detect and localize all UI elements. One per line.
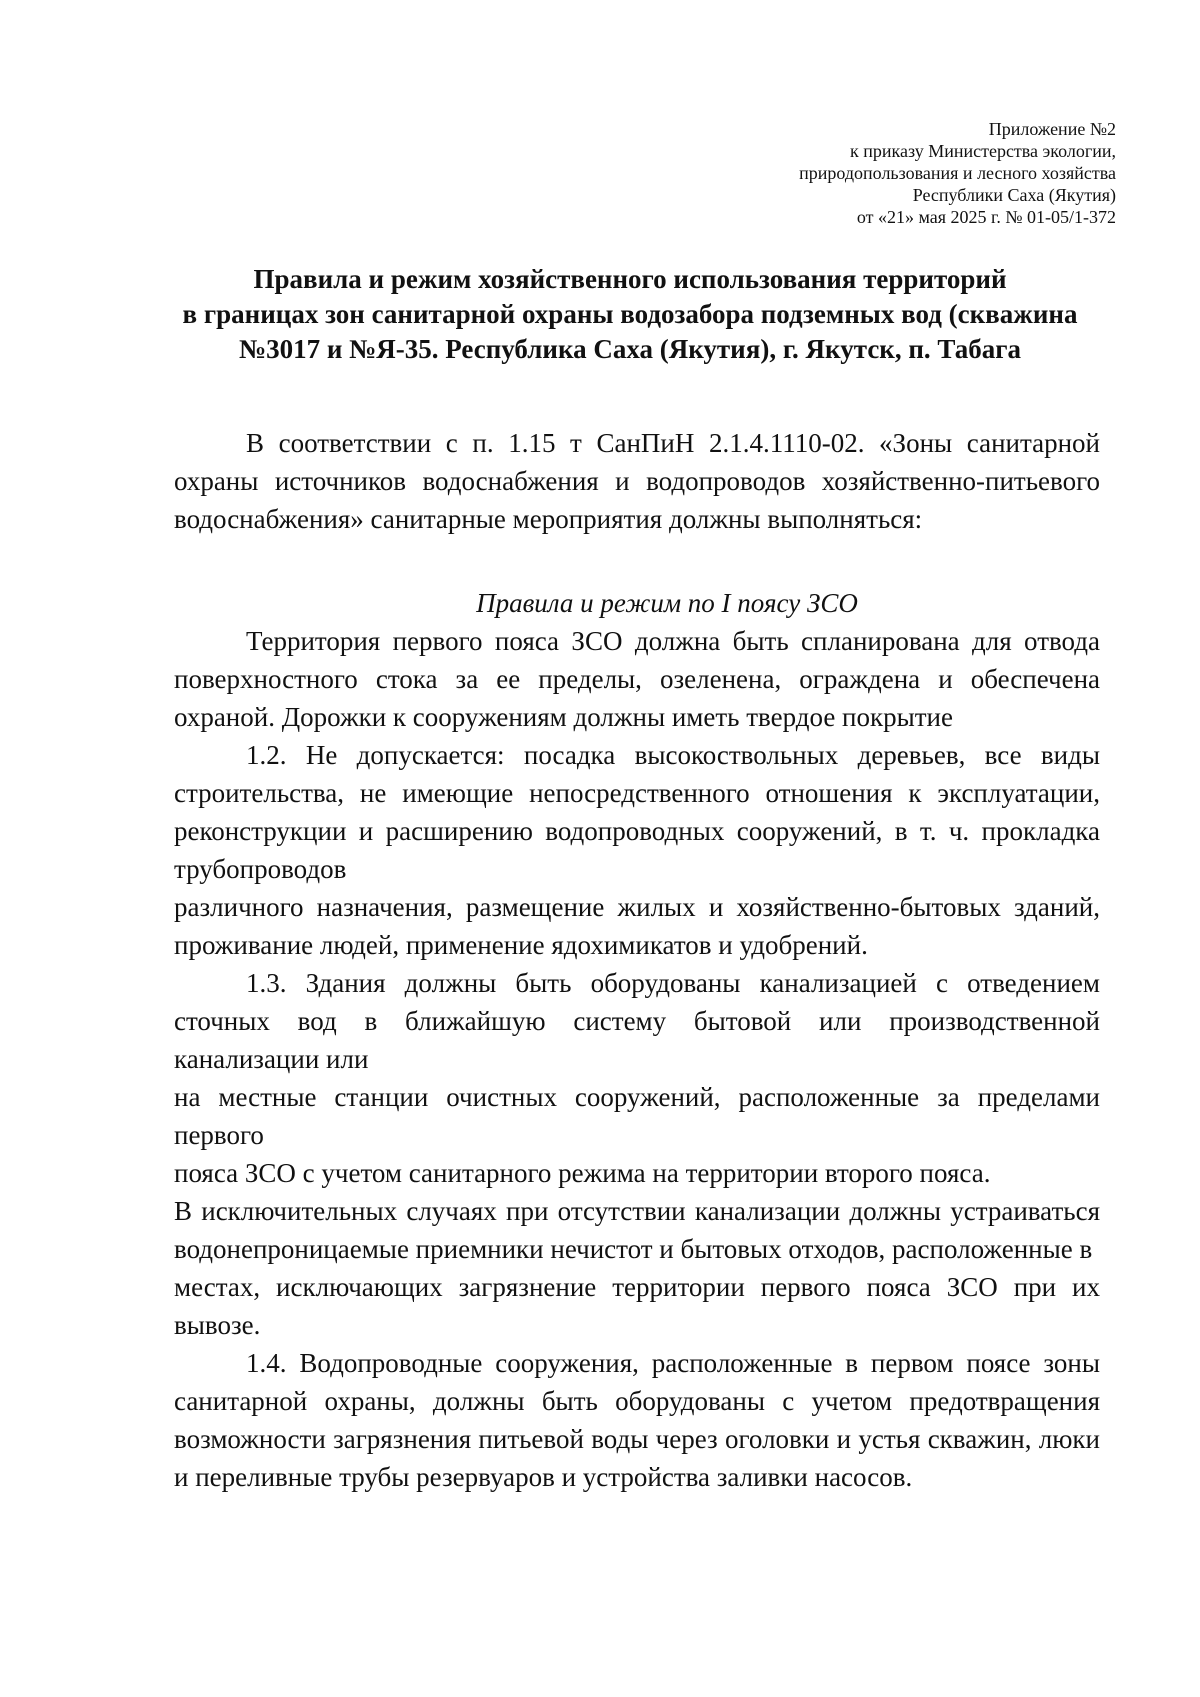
appendix-header [556, 118, 1116, 228]
appendix-date-number: от «21» мая 2025 г. № 01-05/1-372 [856, 207, 1116, 227]
appendix-order-ref: к приказу Министерства экологии, [849, 141, 1116, 161]
document-title [160, 262, 1100, 367]
intro-section [174, 424, 1100, 538]
paragraph-1-3-cont-1: на местные станции очистных сооружений, расположенные за пределами первого [174, 1082, 1100, 1150]
title-line-2: в границах зон санитарной охраны водозабора подземных вод (скважина [182, 299, 1078, 329]
intro-paragraph: В соответствии с п. 1.15 т СанПиН 2.1.4.1110-02. «Зоны санитарной охраны источников водоснабжения и водопроводов хозяйственно-питьевого водоснабжения» санитарные мероприятия должны выполняться: [174, 428, 1100, 534]
paragraph-1-4: 1.4. Водопроводные сооружения, расположенные в первом поясе зоны санитарной охраны, должны быть оборудованы с учетом предотвращения возможности загрязнения питьевой воды через оголовки и устья скважин, люки и переливные трубы резервуаров и устройства заливки насосов. [174, 1348, 1100, 1492]
title-line-3: №3017 и №Я-35. Республика Саха (Якутия), г. Якутск, п. Табага [238, 334, 1022, 364]
paragraph-1-3-cont-3: В исключительных случаях при отсутствии канализации должны устраиваться водонепроницаемые приемники нечистот и бытовых отходов, расположенные в [174, 1196, 1100, 1264]
appendix-republic: Республики Саха (Якутия) [912, 185, 1116, 205]
rules-section [174, 622, 1100, 1496]
paragraph-1-3: 1.3. Здания должны быть оборудованы канализацией с отведением сточных вод в ближайшую систему бытовой или производственной канализации или [174, 968, 1100, 1074]
paragraph-1-3-cont-2: пояса ЗСО с учетом санитарного режима на территории второго пояса. [174, 1158, 991, 1188]
title-line-1: Правила и режим хозяйственного использования территорий [253, 264, 1007, 294]
paragraph-1-3-cont-4: местах, исключающих загрязнение территории первого пояса ЗСО при их вывозе. [174, 1272, 1100, 1340]
paragraph-1-2: 1.2. Не допускается: посадка высокоствольных деревьев, все виды строительства, не имеющие непосредственного отношения к эксплуатации, реконструкции и расширению водопроводных сооружений, в т. ч. прокладка трубопроводов [174, 740, 1100, 884]
section-heading: Правила и режим по I поясу ЗСО [476, 588, 858, 618]
paragraph-1-2-cont: различного назначения, размещение жилых и хозяйственно-бытовых зданий, проживание людей, применение ядохимикатов и удобрений. [174, 892, 1100, 960]
appendix-number: Приложение №2 [988, 119, 1116, 139]
appendix-ministry: природопользования и лесного хозяйства [799, 163, 1116, 183]
paragraph-1-1: Территория первого пояса ЗСО должна быть спланирована для отвода поверхностного стока за ее пределы, озеленена, ограждена и обеспечена охраной. Дорожки к сооружениям должны иметь твердое покрытие [174, 626, 1100, 732]
